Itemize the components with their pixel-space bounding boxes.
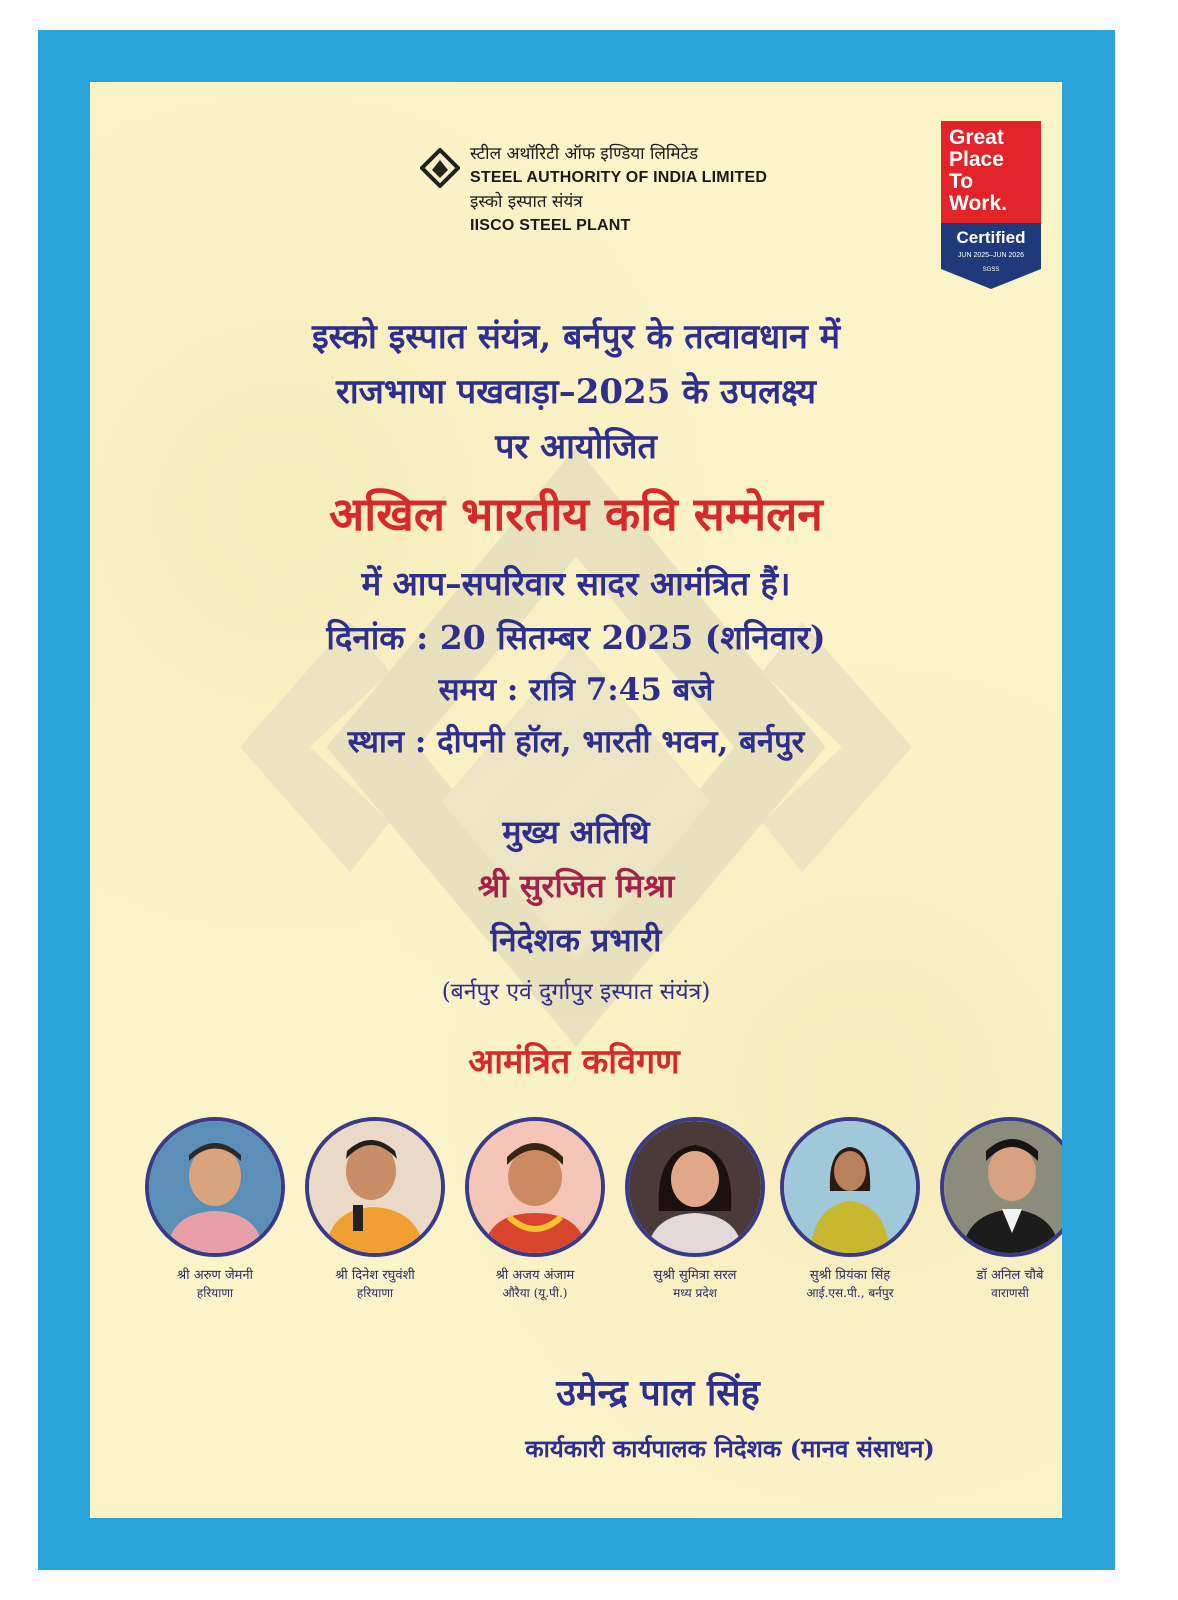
invitation-border [38,30,1115,1570]
poet-name: सुश्री सुमित्रा सरल [653,1268,737,1283]
chief-guest-heading: मुख्य अतिथि [502,813,650,851]
poets-list [90,1117,1062,1327]
chief-guest-organization: (बर्नपुर एवं दुर्गापुर इस्पात संयंत्र) [441,979,711,1005]
org-name-hindi: स्टील अथॉरिटी ऑफ इण्डिया लिमिटेड [470,144,699,164]
event-venue: स्थान : दीपनी हॉल, भारती भवन, बर्नपुर [347,724,805,760]
invitation-line-4: में आप–सपरिवार सादर आमंत्रित हैं। [361,564,791,603]
poet-place: हरियाणा [196,1286,234,1300]
poet-place: वाराणसी [991,1286,1029,1300]
chief-guest-designation: निदेशक प्रभारी [490,921,662,959]
invitation-card [90,82,1062,1518]
poet-name: श्री दिनेश रघुवंशी [335,1268,415,1283]
poet-card [770,1117,930,1301]
plant-name-hindi: इस्को इस्पात संयंत्र [470,192,583,212]
poet-photo [780,1117,920,1257]
poet-photo [465,1117,605,1257]
event-title: अखिल भारतीय कवि सम्मेलन [329,487,823,541]
invitation-line-2: राजभाषा पखवाड़ा–2025 के उपलक्ष्य [335,372,817,412]
poet-photo [305,1117,445,1257]
signatory-name: उमेन्द्र पाल सिंह [556,1372,760,1414]
poets-heading: आमंत्रित कविगण [468,1042,680,1082]
poet-card [615,1117,775,1301]
poet-name: श्री अरुण जेमनी [177,1268,253,1283]
badge-certified: Certified [956,228,1026,247]
poet-photo [940,1117,1062,1257]
poet-card [295,1117,455,1301]
poet-photo [625,1117,765,1257]
plant-name-english: IISCO STEEL PLANT [470,217,631,234]
badge-code: SGSS [982,267,1000,273]
badge-line-2: Place [949,148,1004,171]
event-time: समय : रात्रि 7:45 बजे [438,672,714,708]
poet-place: आई.एस.पी., बर्नपुर [806,1286,894,1300]
chief-guest-name: श्री सुरजित मिश्रा [477,867,675,905]
poet-place: औरैया (यू.पी.) [502,1286,568,1300]
signatory-designation: कार्यकारी कार्यपालक निदेशक (मानव संसाधन) [525,1434,935,1463]
organization-header [420,142,840,242]
badge-line-1: Great [949,126,1004,149]
invitation-line-1: इस्को इस्पात संयंत्र, बर्नपुर के तत्वावधान में [311,317,841,357]
event-date: दिनांक : 20 सितम्बर 2025 (शनिवार) [326,618,826,657]
badge-line-4: Work. [949,192,1007,215]
invitation-line-3: पर आयोजित [495,427,657,467]
poet-card [455,1117,615,1301]
org-name-english: STEEL AUTHORITY OF INDIA LIMITED [470,169,768,186]
poet-name: सुश्री प्रियंका सिंह [809,1268,891,1283]
poet-place: मध्य प्रदेश [673,1286,717,1300]
poet-name: श्री अजय अंजाम [495,1268,575,1283]
poet-place: हरियाणा [356,1286,394,1300]
poet-name: डॉ अनिल चौबे [976,1268,1044,1283]
great-place-to-work-badge [941,121,1041,289]
badge-validity: JUN 2025–JUN 2026 [957,252,1025,259]
sail-logo-icon [420,148,460,188]
poet-photo [145,1117,285,1257]
poet-card [135,1117,295,1301]
badge-line-3: To [949,170,974,193]
poet-card [930,1117,1062,1301]
